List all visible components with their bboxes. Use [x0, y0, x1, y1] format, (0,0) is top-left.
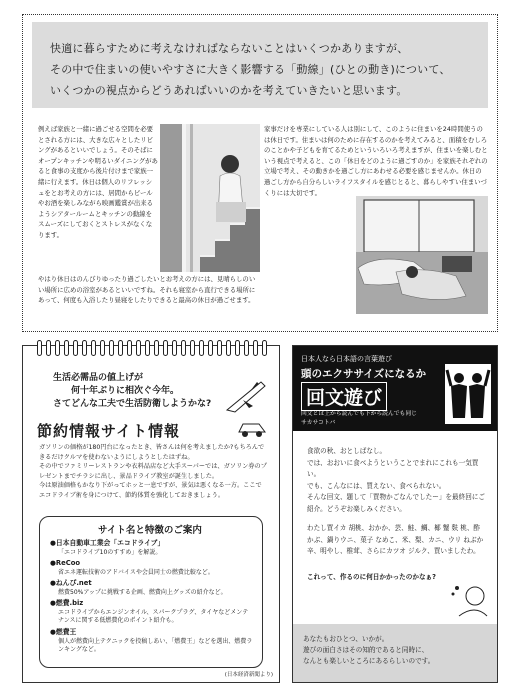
notebook-body-3: 今は原油価格もかなり下がってホッと一息ですが、景気は悪くなる一方。ここでエコドライブ術を身につけて、節約体質を強化しておきましょう。: [39, 482, 262, 499]
notebook-lead-3: さてどんな工夫で生活防衛しようかな?: [53, 399, 212, 409]
notebook-title: 節約情報サイト情報: [37, 422, 180, 440]
site-description: 省エネ運転技術のアドバイスや会員同士の燃費比較など。: [58, 568, 214, 576]
site-item: [50, 628, 255, 655]
source-note: (日本経済新聞より): [224, 672, 273, 678]
palindrome-header: [293, 346, 497, 431]
palindrome-list-3: 辛、明やし、椎茸、さらにカツオ ジルク、買いましたわ。: [307, 547, 480, 555]
palindrome-caption-2: サカサコトバ: [301, 420, 336, 426]
left-column-continued: [38, 274, 260, 306]
site-name: ●燃費王: [50, 628, 77, 636]
site-description: 「エコドライブ10のすすめ」を解説。: [58, 548, 162, 556]
right-column-paragraph: 家事だけを専業にしている人は別にして、このように住まいを24時間使うのは休日です。住まいは何のために存在するのかを考えてみると、面積をむしろのことかや子どもを育てるためといういろいろ考えますが、住まいを楽しむという視点で考えると、この「休日をどのように過ごすのか」を家族それぞれの立場で考え、その動きかを過ごし方にあわせる必要を感じませんか。休日の過ごし方から自分らしいライフスタイルを感じとると、暮らしやすい住まいづくりには大切です。: [264, 125, 488, 197]
site-item: [50, 579, 255, 597]
palindrome-caption: [301, 410, 417, 428]
palindrome-title: 回文遊び: [301, 382, 387, 411]
intro-line-3: いくつかの視点からどうあればいいのかを考えていきたいと思います。: [50, 84, 408, 97]
palindrome-kicker: 日本人なら日本語の言葉遊び: [301, 355, 392, 363]
car-icon: [237, 414, 267, 440]
site-description: 個人が燃費向上テクニックを投稿しあい、「燃費王」などを選出、燃費ランキングなど。: [58, 637, 253, 654]
notebook-spiral: [37, 340, 267, 356]
notebook-body-1: ガソリンの価格が180円台になったとき、皆さんは何を考えましたか?もちろんできるだけクルマを使わないようにしようとしたはずね。: [39, 444, 265, 461]
palindrome-body-1: 食欲の秋、おとしばなし。: [307, 447, 387, 455]
palindrome-footer-1: あなたもおひとつ、いかが。: [303, 635, 389, 643]
right-column: [264, 124, 488, 198]
intro-box: [32, 22, 488, 108]
palindrome-question: これって、作るのに何日かかったのかなぁ?: [307, 572, 436, 581]
palindrome-list-2: かぶ、鍋りウニ、菓子 なめこ、米、梨、カニ、ウリ ねぶか: [307, 535, 484, 544]
intro-line-2: その中で住まいの使いやすさに大きく影響する「動線」(ひとの動き)について、: [50, 63, 451, 76]
notebook-lead: [53, 372, 211, 411]
site-name: ●ねんぴ.net: [50, 579, 92, 587]
notebook-body: [39, 443, 267, 501]
jet-illustration-icon: [223, 376, 269, 416]
palindrome-footer-3: なんとも楽しいところにあるらしいのです。: [303, 657, 435, 665]
palindrome-footer: [293, 624, 497, 682]
thinking-figure-icon: [449, 582, 489, 618]
site-description: エコドライブからエンジンオイル、スパークプラグ、タイヤなどメンテナンスに関する低燃費化のポイント紹介も。: [58, 608, 249, 625]
site-item: [50, 599, 255, 626]
intro-line-1: 快適に暮らすために考えなければならないことはいくつかありますが、: [50, 42, 409, 55]
left-column-paragraph: 例えば家族と一緒に過ごせる空間を必要とされる方には、大きな広々としたリビングがあるといいでしょう。そのそばにオープンキッチンや明るいダイニングがあると食事の支度から後片付けまで家族一緒に行えます。休日は個人のリフレッシュをとお考えの方には、居間からビールやお酒を楽しみながら映画鑑賞が出来るようシアタールームとキッチンの動線をスムーズにしておくとストレスがなくなります。: [38, 125, 158, 239]
site-item: [50, 559, 255, 577]
notebook-lead-2: 何十年ぶりに相次ぐ今年。: [71, 386, 180, 396]
site-name: ●ReCoo: [50, 559, 81, 567]
palindrome-body-4: そんな回文、題して「買物かごなんでしたー」を最終回にご紹介。どうぞお楽しみください。: [307, 493, 486, 513]
left-column-paragraph-2: やはり休日はのんびりゆったり過ごしたいとお考えの方には、見晴らしのいい場所に広めの浴室があるといいですね。それも寝室から直行できる場所にあって、何度も入浴したり昼寝をしたりできると最高の休日が過ごせます。: [38, 275, 256, 305]
site-list-box: [39, 516, 263, 668]
palindrome-footer-2: 遊びの面白さはその知的であると同時に、: [303, 646, 429, 654]
palindrome-body-3: でも、こんなには、買えない、食べられない。: [307, 481, 446, 490]
site-name: ●日本自動車工業会「エコドライブ」: [50, 539, 165, 547]
palindrome-body: [307, 446, 487, 583]
notebook-lead-1: 生活必需品の値上げが: [53, 373, 144, 383]
living-room-photo: [356, 196, 488, 314]
site-list-title: サイト名と特徴のご案内: [98, 525, 202, 536]
notebook-body-2: その中でファミリーレストランや衣料品店など大手スーパーでは、ガソリン券のプレゼントまでチラシに出し、景品ドライブ教室が誕生しました。: [39, 463, 267, 480]
staircase-photo: [160, 124, 260, 272]
site-description: 燃費50%アップに挑戦する企画、燃費向上グッズの紹介など。: [58, 588, 227, 596]
palindrome-panel: [292, 345, 498, 683]
palindrome-caption-1: 回文とは上から読んでも下から読んでも同じ: [301, 411, 417, 417]
site-item: [50, 539, 255, 557]
palindrome-list-1: わたし買イカ 胡桃、おかか、芸、鮭、鯛、椰 蟹 麩 桃、酢: [307, 524, 481, 532]
palindrome-body-2: では、おおいに食べようということでまれにこれも一気買い。: [307, 458, 479, 478]
figure-illustration-icon: [445, 364, 491, 424]
palindrome-headline: 頭のエクササイズになるか: [301, 368, 427, 380]
notebook-panel: [22, 345, 280, 683]
site-name: ●燃費.biz: [50, 599, 84, 607]
left-column: [38, 124, 158, 241]
